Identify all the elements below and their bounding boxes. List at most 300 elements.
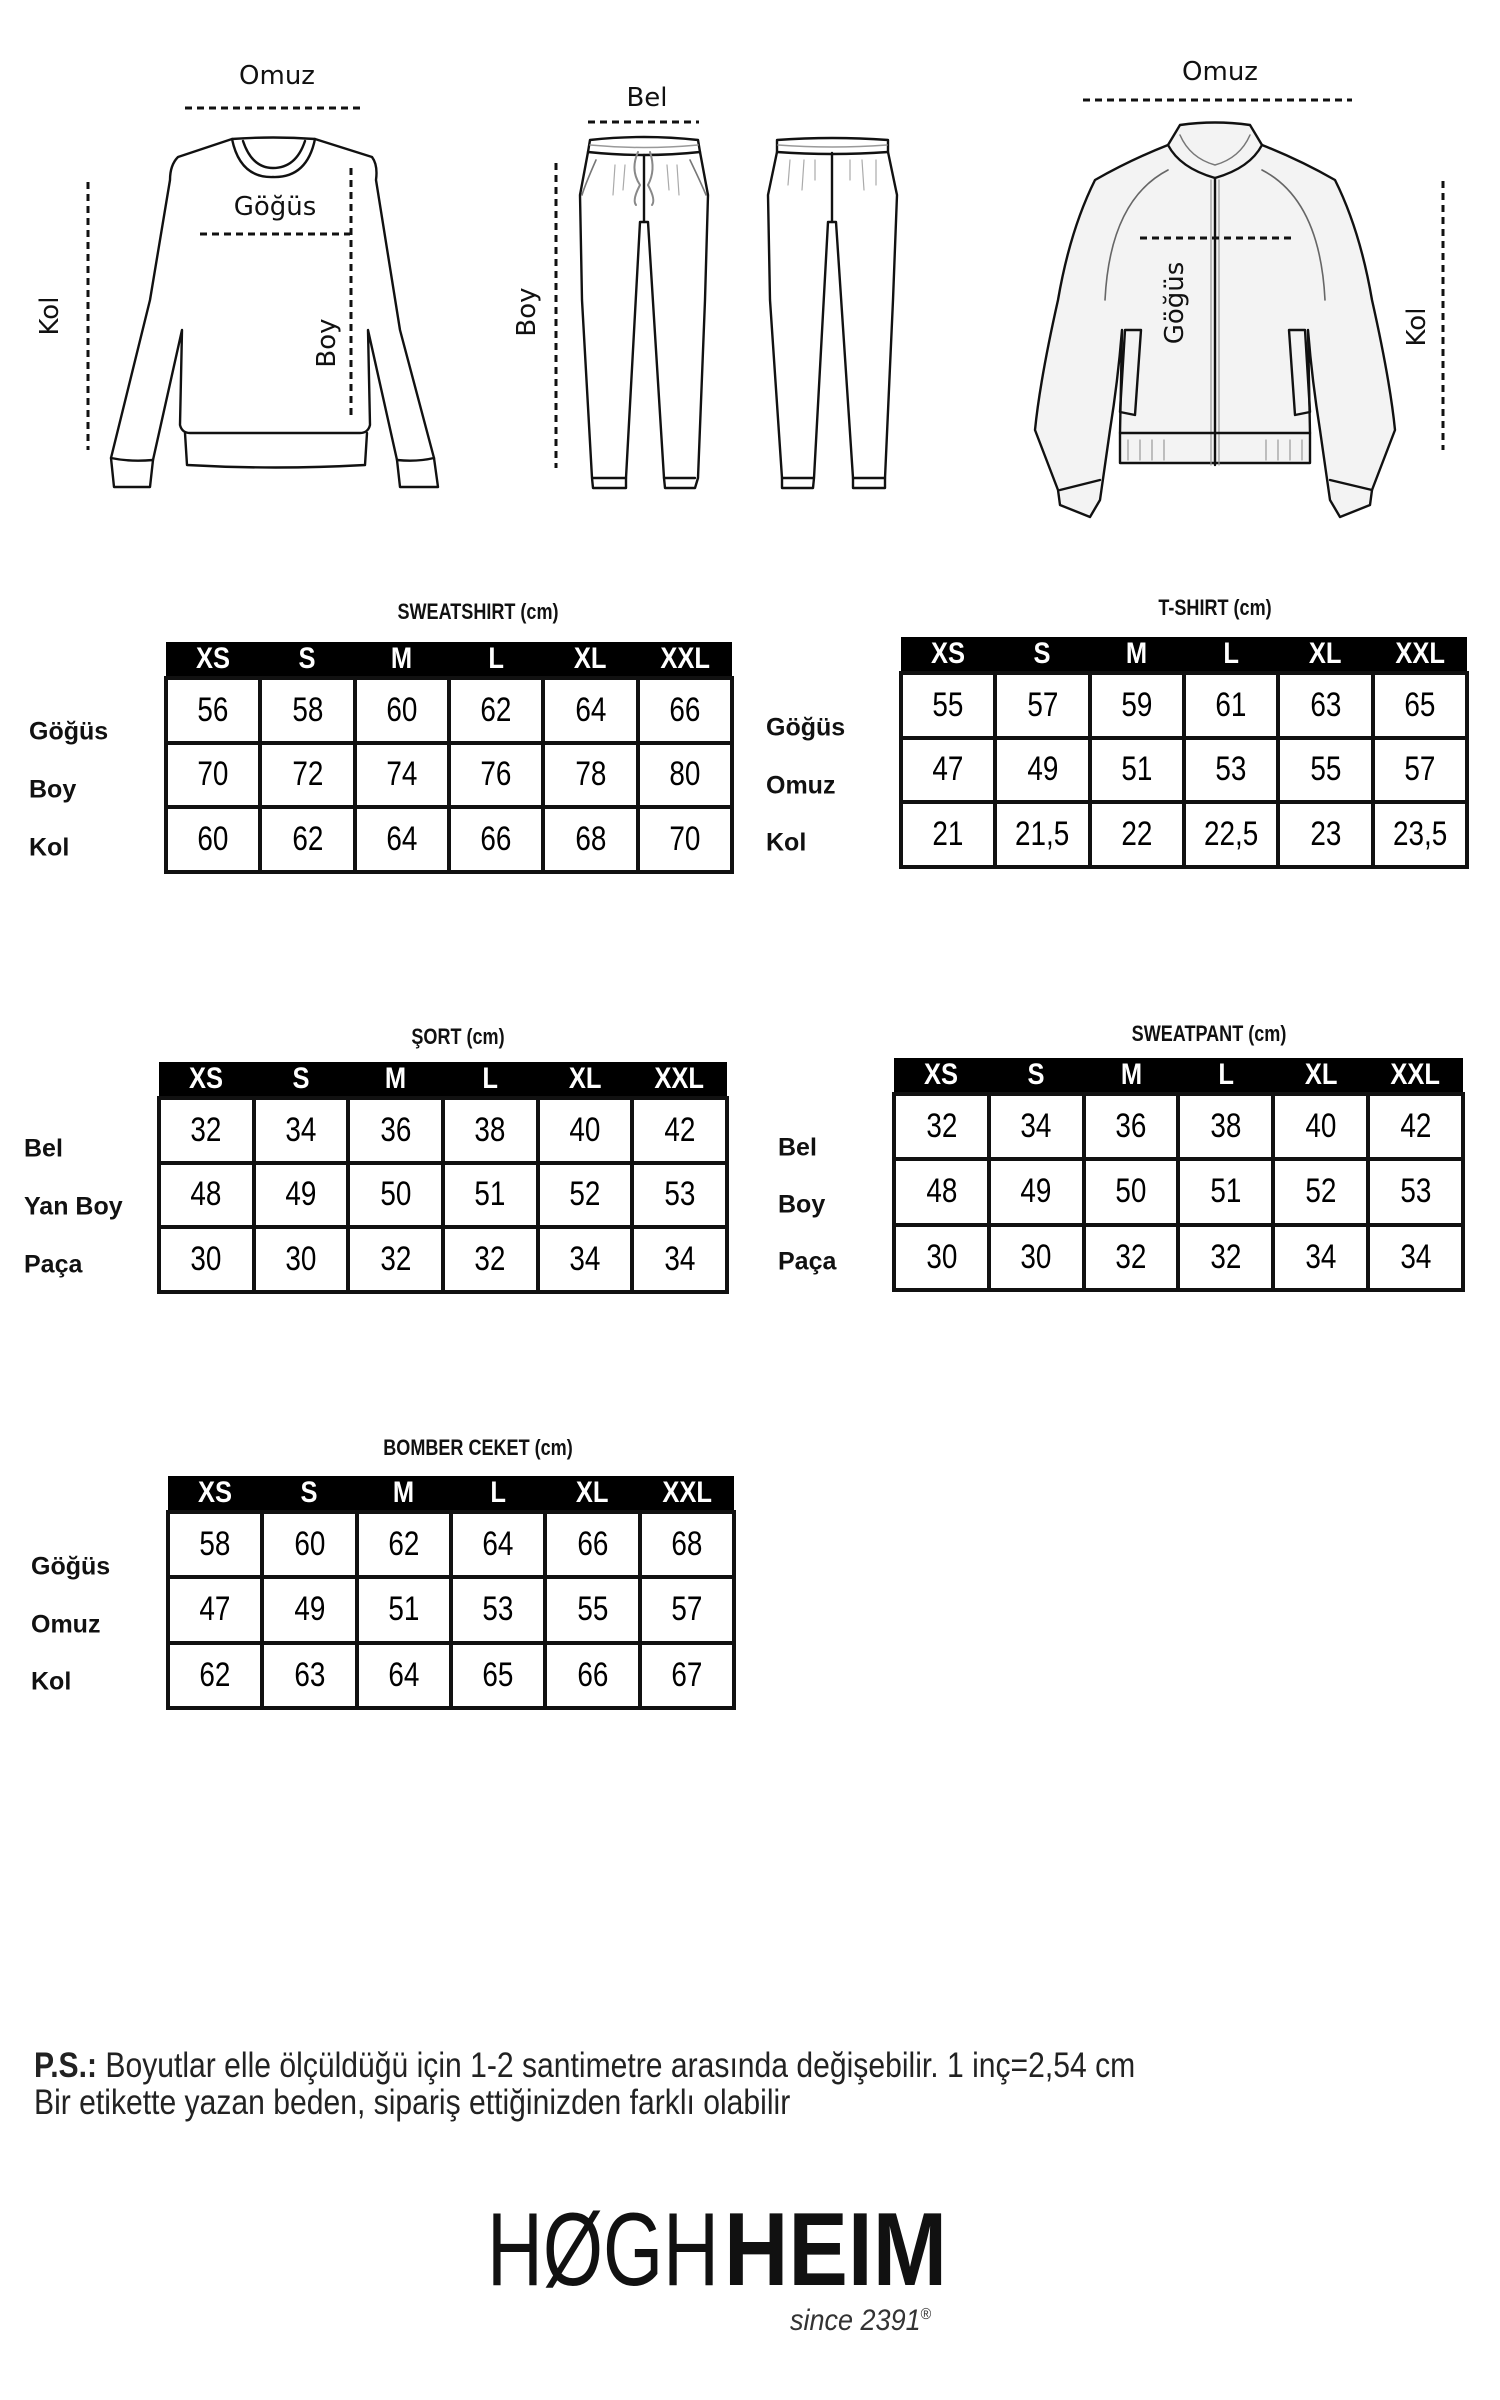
measurement-value: 58 (291, 690, 324, 729)
measurement-value: 66 (576, 1655, 608, 1694)
measurement-cell (254, 1098, 349, 1163)
measurement-cell (543, 807, 637, 872)
measurement-cell (1273, 1159, 1368, 1224)
measurement-value: 32 (925, 1107, 957, 1146)
measurement-cell (1090, 673, 1184, 738)
footnote-line-2: Bir etikette yazan beden, sipariş ettiğinizden farklı olabilir (34, 2083, 791, 2122)
measurement-value: 49 (1026, 750, 1059, 789)
sweatpant-row-label: Paça (778, 1247, 837, 1276)
sweatshirt-drawing (111, 138, 438, 488)
table-row (166, 743, 732, 808)
measurement-cell (1373, 738, 1467, 803)
sort-size-table (157, 1062, 729, 1294)
measurement-value: 47 (932, 750, 964, 789)
measurement-cell (545, 1577, 639, 1642)
size-header-label: XXL (1390, 1058, 1441, 1091)
tshirt-row-label: Göğüs (766, 713, 846, 742)
measurement-value: 63 (293, 1655, 326, 1694)
measurement-value: 49 (285, 1175, 317, 1214)
size-header-cell (254, 1062, 349, 1098)
size-header-label: M (391, 642, 413, 675)
measurement-value: 48 (190, 1175, 222, 1214)
table-row (901, 802, 1467, 867)
sweatpant-size-table (892, 1058, 1465, 1292)
measurement-value: 42 (664, 1110, 696, 1149)
measurement-value: 32 (474, 1240, 506, 1279)
measurement-value: 30 (190, 1240, 222, 1279)
sweatshirt-boy-label: Boy (312, 318, 342, 368)
measurement-value: 30 (285, 1240, 317, 1279)
sweatshirt-gogus-label: Göğüs (233, 192, 317, 222)
measurement-value: 65 (1404, 685, 1436, 724)
size-header-cell (1278, 637, 1372, 673)
measurement-value: 57 (1026, 685, 1059, 724)
measurement-cell (1084, 1225, 1179, 1290)
sort-row-label: Paça (24, 1250, 83, 1279)
size-header-cell (638, 642, 732, 678)
measurement-cell (348, 1098, 443, 1163)
measurement-cell (1373, 673, 1467, 738)
measurement-value: 51 (474, 1175, 506, 1214)
table-row (159, 1227, 727, 1292)
table-row (168, 1512, 734, 1577)
measurement-cell (1368, 1225, 1463, 1290)
measurement-value: 72 (291, 755, 324, 794)
sweatpants-back-drawing (768, 138, 897, 488)
size-header-cell (1368, 1058, 1463, 1094)
measurement-value: 66 (669, 690, 701, 729)
tshirt-size-table (899, 637, 1469, 869)
measurement-cell (449, 807, 543, 872)
size-header-label: XS (196, 642, 231, 675)
table-row (166, 678, 732, 743)
size-header-label: XXL (1395, 637, 1445, 670)
measurement-cell (1278, 738, 1372, 803)
footnote-line-1 (34, 2048, 1135, 2083)
pants-boy-label: Boy (512, 287, 542, 337)
footnote-prefix: P.S.: (34, 2046, 98, 2085)
measurement-cell (1184, 738, 1278, 803)
measurement-value: 78 (574, 755, 606, 794)
measurement-cell (989, 1159, 1084, 1224)
measurement-value: 36 (380, 1110, 412, 1149)
garment-illustrations (0, 0, 1500, 560)
measurement-cell (1178, 1159, 1273, 1224)
measurement-cell (168, 1577, 262, 1642)
sweatpant-row-label: Bel (778, 1133, 817, 1162)
measurement-cell (159, 1163, 254, 1228)
table-row (901, 738, 1467, 803)
measurement-value: 55 (576, 1590, 608, 1629)
sweatpant-table-title: SWEATPANT (cm) (1131, 1021, 1287, 1046)
measurement-cell (451, 1512, 545, 1577)
measurement-cell (901, 673, 995, 738)
measurement-cell (166, 807, 260, 872)
brand-logo (487, 2192, 947, 2308)
measurement-cell (449, 678, 543, 743)
size-header-cell (357, 1476, 451, 1512)
size-header-cell (1090, 637, 1184, 673)
size-header-label: S (300, 1476, 318, 1509)
size-header-label: XS (931, 637, 966, 670)
sweatshirt-omuz-label: Omuz (239, 61, 315, 91)
size-header-label: S (1033, 637, 1051, 670)
bomber-row-label: Kol (31, 1667, 72, 1696)
size-header-cell (443, 1062, 538, 1098)
size-header-label: M (385, 1062, 407, 1095)
size-header-cell (894, 1058, 989, 1094)
footnote-line-1-text: Boyutlar elle ölçüldüğü için 1-2 santimetre arasında değişebilir. 1 inç=2,54 cm (97, 2046, 1136, 2085)
measurement-value: 32 (1115, 1237, 1147, 1276)
size-header-label: S (1027, 1058, 1045, 1091)
measurement-cell (1368, 1094, 1463, 1159)
tshirt-table-title: T-SHIRT (cm) (1158, 595, 1272, 620)
sweatshirt-row-label: Göğüs (29, 717, 109, 746)
measurement-cell (640, 1512, 734, 1577)
sweatshirt-size-table (164, 642, 734, 874)
size-header-label: M (1126, 637, 1148, 670)
measurement-value: 58 (199, 1525, 231, 1564)
measurement-cell (443, 1227, 538, 1292)
measurement-cell (638, 743, 732, 808)
measurement-cell (262, 1643, 356, 1708)
measurement-cell (451, 1577, 545, 1642)
measurement-value: 50 (1115, 1172, 1147, 1211)
measurement-cell (640, 1643, 734, 1708)
size-header-label: L (1223, 637, 1239, 670)
measurement-cell (1084, 1159, 1179, 1224)
measurement-value: 22,5 (1204, 815, 1259, 854)
size-header-cell (159, 1062, 254, 1098)
size-header-label: XXL (654, 1062, 705, 1095)
measurement-value: 56 (197, 690, 229, 729)
measurement-value: 61 (1215, 685, 1247, 724)
measurement-cell (357, 1643, 451, 1708)
measurement-value: 62 (291, 820, 324, 859)
sort-table-title: ŞORT (cm) (411, 1024, 505, 1049)
measurement-cell (894, 1225, 989, 1290)
measurement-value: 21,5 (1015, 815, 1070, 854)
size-header-cell (348, 1062, 443, 1098)
size-header-label: XL (1309, 637, 1342, 670)
measurement-cell (1090, 802, 1184, 867)
jacket-omuz-label: Omuz (1182, 57, 1258, 87)
measurement-value: 76 (480, 755, 512, 794)
measurement-value: 62 (199, 1655, 231, 1694)
measurement-value: 38 (474, 1110, 506, 1149)
measurement-value: 40 (1305, 1107, 1337, 1146)
measurement-cell (538, 1227, 633, 1292)
measurement-cell (989, 1094, 1084, 1159)
table-row (168, 1577, 734, 1642)
sweatpant-row-label: Boy (778, 1190, 826, 1219)
measurement-value: 68 (574, 820, 606, 859)
size-header-cell (989, 1058, 1084, 1094)
measurement-cell (1178, 1094, 1273, 1159)
measurement-value: 59 (1121, 685, 1153, 724)
measurement-cell (632, 1227, 727, 1292)
bomber-jacket-drawing (1035, 123, 1395, 518)
size-header-label: L (1218, 1058, 1234, 1091)
bomber-row-label: Göğüs (31, 1552, 111, 1581)
pants-bel-label: Bel (626, 83, 668, 113)
measurement-value: 55 (1309, 750, 1341, 789)
measurement-cell (995, 738, 1089, 803)
bomber-table-title: BOMBER CEKET (cm) (383, 1435, 573, 1460)
size-header-label: M (1120, 1058, 1142, 1091)
measurement-value: 60 (386, 690, 418, 729)
measurement-value: 70 (197, 755, 229, 794)
measurement-cell (894, 1159, 989, 1224)
measurement-cell (1090, 738, 1184, 803)
size-header-label: XS (924, 1058, 959, 1091)
measurement-value: 48 (925, 1172, 957, 1211)
measurement-value: 57 (1404, 750, 1436, 789)
measurement-value: 57 (671, 1590, 703, 1629)
measurement-cell (254, 1227, 349, 1292)
measurement-cell (894, 1094, 989, 1159)
size-header-cell (1084, 1058, 1179, 1094)
size-header-cell (543, 642, 637, 678)
measurement-value: 21 (932, 815, 964, 854)
size-header-label: XXL (660, 642, 710, 675)
measurement-cell (1273, 1225, 1368, 1290)
measurement-cell (357, 1512, 451, 1577)
size-header-label: XL (1304, 1058, 1338, 1091)
size-header-cell (901, 637, 995, 673)
measurement-value: 66 (480, 820, 512, 859)
size-header-label: L (490, 1476, 506, 1509)
size-header-cell (1273, 1058, 1368, 1094)
measurement-cell (901, 802, 995, 867)
measurement-cell (443, 1098, 538, 1163)
measurement-cell (451, 1643, 545, 1708)
measurement-cell (632, 1163, 727, 1228)
measurement-cell (348, 1163, 443, 1228)
measurement-cell (260, 743, 354, 808)
measurement-value: 49 (293, 1590, 326, 1629)
bomber-row-label: Omuz (31, 1610, 101, 1639)
size-header-label: XS (198, 1476, 233, 1509)
measurement-cell (545, 1512, 639, 1577)
measurement-value: 70 (669, 820, 701, 859)
measurement-cell (262, 1577, 356, 1642)
size-header-cell (168, 1476, 262, 1512)
measurement-value: 51 (1210, 1172, 1242, 1211)
size-header-cell (260, 642, 354, 678)
measurement-value: 62 (388, 1525, 420, 1564)
measurement-value: 64 (574, 690, 606, 729)
measurement-cell (638, 807, 732, 872)
measurement-value: 60 (293, 1525, 326, 1564)
measurement-cell (168, 1643, 262, 1708)
measurement-cell (640, 1577, 734, 1642)
tshirt-row-label: Omuz (766, 771, 836, 800)
size-header-cell (538, 1062, 633, 1098)
measurement-cell (166, 743, 260, 808)
bomber-size-table (166, 1476, 736, 1710)
measurement-cell (538, 1163, 633, 1228)
size-header-label: XL (576, 1476, 609, 1509)
measurement-cell (545, 1643, 639, 1708)
size-header-label: S (298, 642, 316, 675)
size-header-cell (1373, 637, 1467, 673)
jacket-kol-label: Kol (1402, 307, 1432, 347)
measurement-cell (1178, 1225, 1273, 1290)
size-header-label: M (393, 1476, 415, 1509)
measurement-value: 53 (664, 1175, 696, 1214)
measurement-cell (355, 807, 449, 872)
measurement-value: 64 (482, 1525, 514, 1564)
measurement-value: 22 (1121, 815, 1153, 854)
measurement-cell (1184, 673, 1278, 738)
measurement-value: 47 (199, 1590, 231, 1629)
measurement-value: 65 (482, 1655, 514, 1694)
sweatshirt-table-title: SWEATSHIRT (cm) (397, 599, 559, 624)
measurement-cell (1273, 1094, 1368, 1159)
size-header-cell (262, 1476, 356, 1512)
measurement-cell (348, 1227, 443, 1292)
measurement-value: 64 (388, 1655, 420, 1694)
measurement-cell (901, 738, 995, 803)
table-row (159, 1163, 727, 1228)
size-header-row (894, 1058, 1463, 1094)
measurement-value: 34 (1305, 1237, 1337, 1276)
measurement-value: 52 (1305, 1172, 1337, 1211)
size-header-label: S (292, 1062, 310, 1095)
measurement-value: 34 (664, 1240, 696, 1279)
measurement-value: 80 (669, 755, 701, 794)
brand-name-bold: HEIM (724, 2192, 947, 2308)
measurement-cell (543, 678, 637, 743)
size-header-label: XXL (662, 1476, 712, 1509)
measurement-value: 30 (925, 1237, 957, 1276)
measurement-value: 51 (1121, 750, 1153, 789)
table-row (166, 807, 732, 872)
sort-row-label: Bel (24, 1134, 63, 1163)
measurement-value: 23 (1309, 815, 1341, 854)
size-header-cell (640, 1476, 734, 1512)
measurement-cell (1278, 802, 1372, 867)
table-row (159, 1098, 727, 1163)
measurement-cell (543, 743, 637, 808)
brand-since (790, 2304, 931, 2338)
measurement-value: 62 (480, 690, 512, 729)
measurement-value: 63 (1309, 685, 1341, 724)
size-header-label: L (488, 642, 504, 675)
registered-mark: ® (920, 2306, 932, 2323)
size-header-row (901, 637, 1467, 673)
tshirt-row-label: Kol (766, 828, 807, 857)
size-header-label: L (482, 1062, 499, 1095)
measurement-cell (1084, 1094, 1179, 1159)
measurement-cell (1368, 1159, 1463, 1224)
measurement-cell (638, 678, 732, 743)
measurement-cell (260, 678, 354, 743)
table-row (901, 673, 1467, 738)
jacket-gogus-label: Göğüs (1160, 261, 1190, 345)
measurement-cell (166, 678, 260, 743)
measurement-value: 68 (671, 1525, 703, 1564)
measurement-value: 53 (482, 1590, 514, 1629)
measurement-cell (443, 1163, 538, 1228)
table-row (894, 1225, 1463, 1290)
measurement-cell (449, 743, 543, 808)
measurement-cell (159, 1098, 254, 1163)
measurement-cell (1278, 673, 1372, 738)
measurement-value: 32 (380, 1240, 412, 1279)
measurement-value: 32 (190, 1110, 222, 1149)
measurement-value: 64 (386, 820, 418, 859)
measurement-cell (357, 1577, 451, 1642)
measurement-value: 38 (1210, 1107, 1242, 1146)
measurement-cell (538, 1098, 633, 1163)
measurement-value: 34 (569, 1240, 601, 1279)
measurement-value: 30 (1020, 1237, 1052, 1276)
size-header-label: XL (574, 642, 607, 675)
measurement-cell (262, 1512, 356, 1577)
size-header-row (166, 642, 732, 678)
size-header-cell (1178, 1058, 1273, 1094)
sweatshirt-row-label: Kol (29, 833, 70, 862)
measurement-value: 23,5 (1392, 815, 1447, 854)
measurement-cell (1184, 802, 1278, 867)
measurement-cell (168, 1512, 262, 1577)
measurement-value: 53 (1400, 1172, 1432, 1211)
sort-row-label: Yan Boy (24, 1192, 123, 1221)
size-header-label: XL (568, 1062, 602, 1095)
measurement-value: 55 (932, 685, 964, 724)
size-header-cell (995, 637, 1089, 673)
sweatshirt-row-label: Boy (29, 775, 77, 804)
table-row (894, 1094, 1463, 1159)
measurement-cell (632, 1098, 727, 1163)
measurement-cell (355, 743, 449, 808)
measurement-value: 53 (1215, 750, 1247, 789)
measurement-value: 49 (1020, 1172, 1052, 1211)
measurement-cell (995, 673, 1089, 738)
measurement-value: 42 (1400, 1107, 1432, 1146)
size-header-row (159, 1062, 727, 1098)
measurement-value: 66 (576, 1525, 608, 1564)
measurement-cell (355, 678, 449, 743)
measurement-cell (989, 1225, 1084, 1290)
measurement-value: 67 (671, 1655, 703, 1694)
table-row (168, 1643, 734, 1708)
size-header-cell (545, 1476, 639, 1512)
measurement-cell (995, 802, 1089, 867)
table-row (894, 1159, 1463, 1224)
measurement-value: 34 (285, 1110, 317, 1149)
size-header-cell (449, 642, 543, 678)
measurement-value: 60 (197, 820, 229, 859)
size-header-cell (355, 642, 449, 678)
size-header-cell (451, 1476, 545, 1512)
measurement-value: 50 (380, 1175, 412, 1214)
size-header-cell (1184, 637, 1278, 673)
measurement-value: 40 (569, 1110, 601, 1149)
sweatshirt-kol-label: Kol (35, 296, 65, 336)
measurement-cell (159, 1227, 254, 1292)
measurement-cell (254, 1163, 349, 1228)
measurement-value: 36 (1115, 1107, 1147, 1146)
size-header-cell (632, 1062, 727, 1098)
brand-since-text: since 2391 (790, 2304, 921, 2337)
measurement-cell (1373, 802, 1467, 867)
brand-name-light: HØGH (487, 2192, 719, 2308)
size-header-cell (166, 642, 260, 678)
measurement-value: 34 (1400, 1237, 1432, 1276)
